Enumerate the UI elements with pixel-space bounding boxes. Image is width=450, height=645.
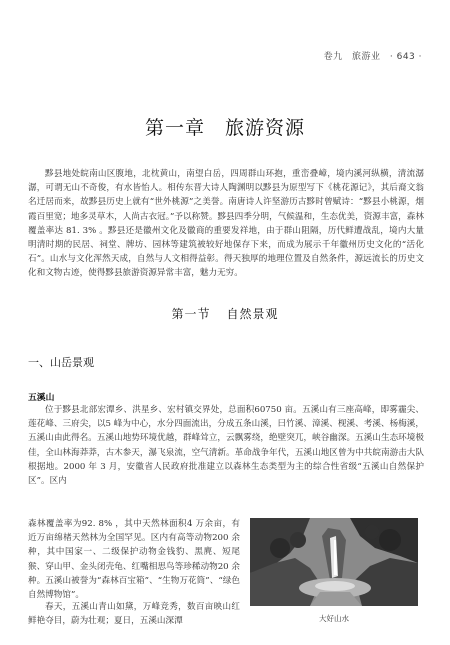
entry-paragraph-2: 森林覆盖率为92. 8% ，其中天然林面积4 万余亩，有近万亩绵楮天然林为全国罕见。区内有高等动物200 余种，其中国家一、二级保护动物金钱豹、黑麂、短尾猴、穿山甲、金头闭壳龟、红嘴相思鸟等珍稀动物20 余种。五溪山被誉为“森林百宝箱”、“生物万花筒”、“绿色自然博物馆”。: [28, 519, 240, 601]
photo-caption: 大好山水: [319, 614, 349, 623]
entry-paragraph-3: 春天，五溪山青山如黛，万峰竞秀，数百亩映山红鲜艳夺目，蔚为壮观；夏日，五溪山深潭: [28, 602, 240, 627]
chapter-number: 第一章: [144, 117, 205, 139]
header-section: 旅游业: [351, 52, 381, 62]
running-header: [318, 49, 422, 62]
section-number: 第一节: [171, 307, 211, 321]
intro-paragraph: 黟县地处皖南山区腹地，北枕黄山，南望白岳，四周群山环抱，重峦叠嶂，境内溪河纵横，清流潺潺，可谓无山不奇俊，有水皆怡人。相传东晋大诗人陶渊明以黟县为原型写下《桃花源记》，其后裔文翁名迁居而来，故黟县历史上就有“世外桃源”之美誉。南唐诗人许坚游历古黟时曾赋诗：“黟县小桃源，烟霞百里宽；地多灵草木，人尚古衣冠。”予以称赞。黟县四季分明，气候温和，生态优美，资源丰富，森林覆盖率达 81. 3% 。黟县还是徽州文化及徽商的重要发祥地，由于群山阻隔，历代鲜遭战乱，境内大量明清时期的民居、祠堂、牌坊、园林等建筑被较好地保存下来，而成为展示千年徽州历史文化的“活化石”。山水与文化浑然天成，自然与人文相得益彰。得天独厚的地理位置及自然条件，源远流长的历史文化和文物古迹，使得黟县旅游资源异常丰富，魅力无穷。: [28, 169, 424, 279]
entry-title: 五溪山: [28, 393, 55, 403]
section-name: 自然景观: [226, 307, 279, 321]
landscape-photo: [250, 518, 418, 606]
chapter-name: 旅游资源: [225, 117, 306, 139]
header-volume: 卷九: [323, 52, 343, 62]
entry-paragraph-1: 位于黟县北部宏潭乡、洪星乡、宏村镇交界处，总面积60750 亩。五溪山有三座高峰，即雾霾尖、莲花峰、三府尖，以5 峰为中心，水分四面流出，分成五条山溪，曰竹溪、漳溪、枧溪、考溪、杨梅溪，五溪山由此得名。五溪山地势环境优越，群峰耸立，云飘雾绕，绝壁突兀，峡谷幽深。五溪山生态环境极佳，全山林海莽莽，古木参天，瀑飞泉流，空气清新。革命战争年代，五溪山地区曾为中共皖南游击大队根据地。2000 年 3 月，安徽省人民政府批准建立以森林生态类型为主的综合性省级“五溪山自然保护区”。区内: [28, 405, 424, 487]
header-page-number: · 643 ·: [389, 52, 422, 62]
chapter-title: [0, 113, 450, 140]
waterfall-landscape-illustration: [250, 518, 418, 606]
subheading: 一、山岳景观: [28, 356, 94, 369]
section-title: [0, 305, 450, 322]
